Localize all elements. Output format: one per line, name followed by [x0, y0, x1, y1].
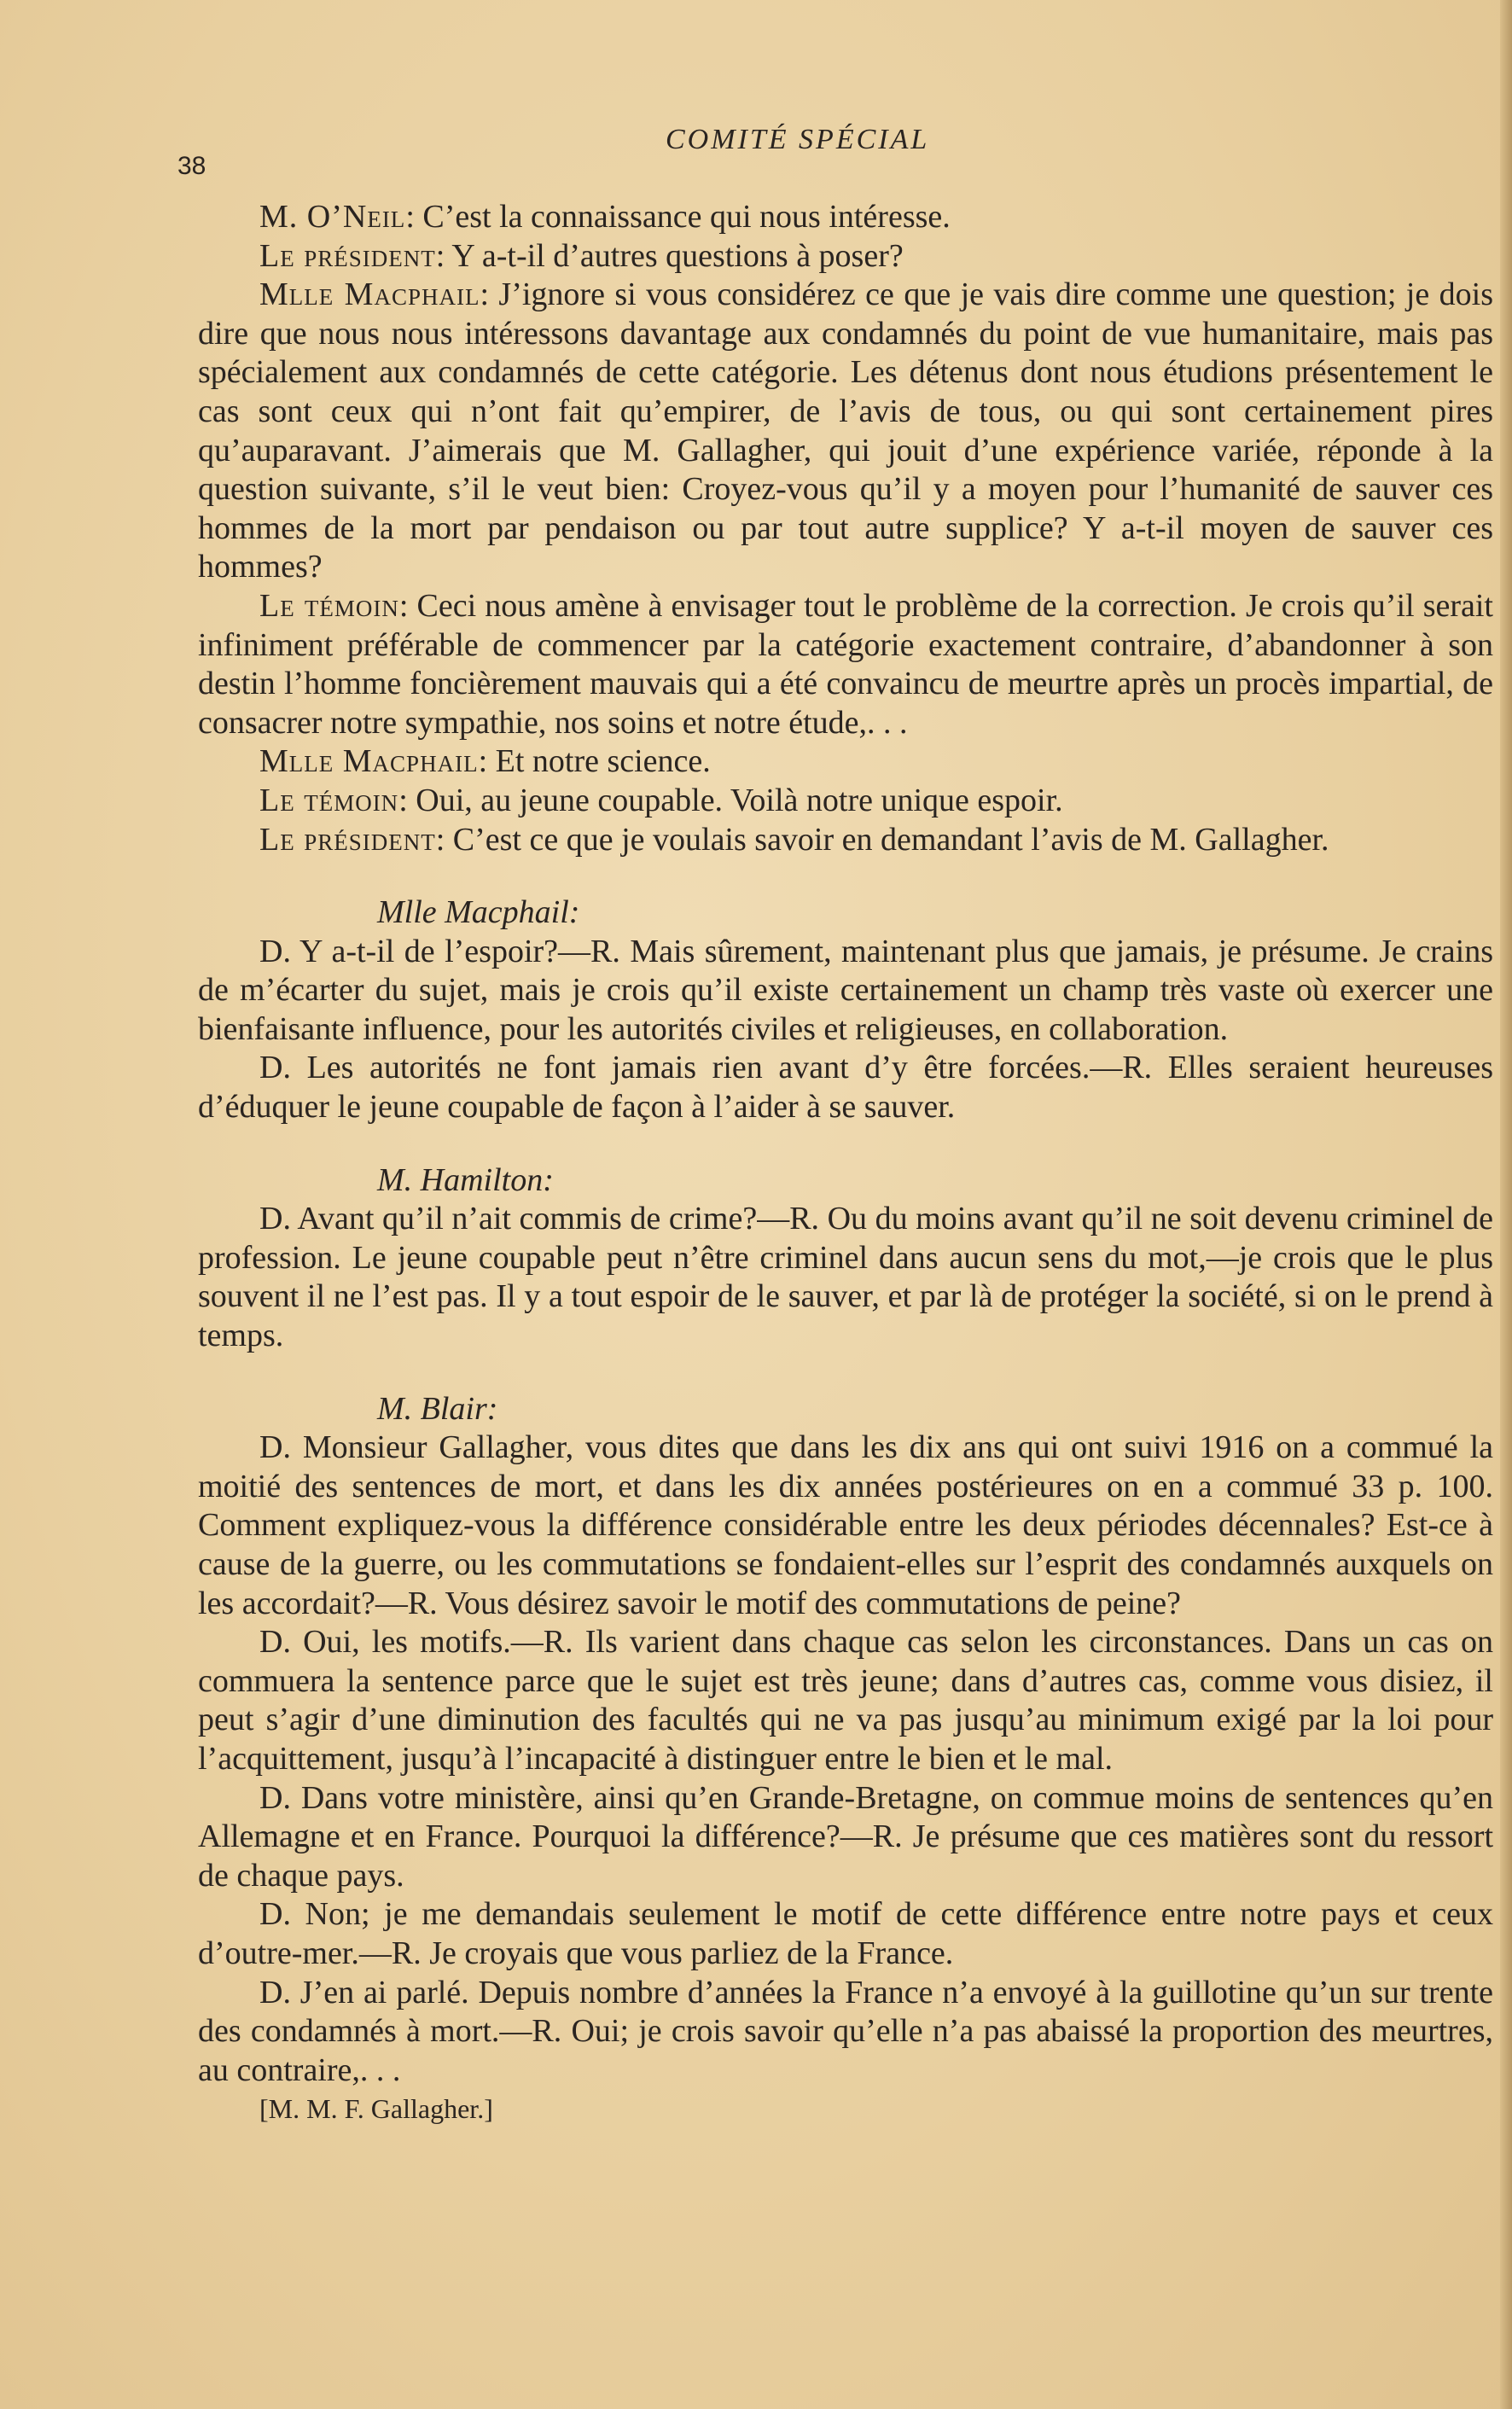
speech: : C’est ce que je voulais savoir en demandant l’avis de M. Gallagher. — [435, 821, 1329, 858]
signature: [M. M. F. Gallagher.] — [259, 2093, 493, 2125]
paragraph: D. Non; je me demandais seulement le motif de cette différence entre notre pays et ceux d’outre-mer.—R. Je croyais que vous parliez de la France. — [198, 1896, 1493, 1971]
paragraph: D. Y a-t-il de l’espoir?—R. Mais sûrement, maintenant plus que jamais, je présume. Je crains de m’écarter du sujet, mais je crois qu’il existe certainement un champ très vaste où exercer une bienfaisante influence, pour les autorités civiles et religieuses, en collaboration. — [198, 933, 1493, 1047]
speech: : Ceci nous amène à envisager tout le problème de la correction. Je crois qu’il serait infiniment préférable de commencer par la catégorie exactement contraire, d’abandonner à son destin l’homme foncièrement mauvais qui a été convaincu de meurtre après un procès impartial, de consacrer notre sympathie, nos soins et notre étude,. . . — [198, 587, 1493, 741]
page-number: 38 — [177, 152, 206, 180]
speaker: Le président — [259, 821, 436, 858]
speaker: Le témoin — [259, 587, 399, 624]
paragraph — [198, 237, 1493, 276]
paragraph: D. J’en ai parlé. Depuis nombre d’années la France n’a envoyé à la guillotine qu’un sur trente des condamnés à mort.—R. Oui; je crois savoir qu’elle n’a pas abaissé la proportion des meurtres, au contraire,. . . — [198, 1974, 1493, 2088]
paragraph — [198, 276, 1493, 587]
body-text — [198, 198, 1493, 2129]
paragraph: D. Avant qu’il n’ait commis de crime?—R. Ou du moins avant qu’il ne soit devenu criminel de profession. Le jeune coupable peut n’être criminel dans aucun sens du mot,—je crois que le plus souvent il ne l’est pas. Il y a tout espoir de le sauver, et par là de protéger la société, si on le prend à temps. — [198, 1201, 1493, 1354]
speaker: Le président — [259, 237, 436, 274]
speech: : C’est la connaissance qui nous intéresse. — [405, 199, 951, 235]
speech: : Y a-t-il d’autres questions à poser? — [435, 237, 904, 274]
paragraph: D. Les autorités ne font jamais rien avant d’y être forcées.—R. Elles seraient heureuses d’éduquer le jeune coupable de façon à l’aider à se sauver. — [198, 1050, 1493, 1126]
paragraph: D. Monsieur Gallagher, vous dites que dans les dix ans qui ont suivi 1916 on a commué la moitié des sentences de mort, et dans les dix années postérieures on en a commué 33 p. 100. Comment expliquez-vous la différence considérable entre les deux périodes décennales? Est-ce à cause de la guerre, ou les commutations se fondaient-elles sur l’esprit des condamnés auxquels on les accordait?—R. Vous désirez savoir le motif des commutations de peine? — [198, 1429, 1493, 1621]
speaker: M. O’Neil — [259, 199, 406, 235]
speech: : Et notre science. — [478, 743, 711, 780]
speech: : J’ignore si vous considérez ce que je vais dire comme une question; je dois dire que nous nous intéressons davantage aux condamnés du point de vue humanitaire, mais pas spécialement aux condamnés de cette catégorie. Les détenus dont nous étudions présentement le cas sont ceux qui n’ont fait qu’empirer, de l’avis de tous, ou qui sont certainement pires qu’auparavant. J’aimerais que M. Gallagher, qui jouit d’une expérience variée, réponde à la question suivante, s’il le veut bien: Croyez-vous qu’il y a moyen pour l’humanité de sauver ces hommes de la mort par pendaison ou par tout autre supplice? Y a-t-il moyen de sauver ces hommes? — [198, 276, 1493, 585]
paragraph: D. Dans votre ministère, ainsi qu’en Grande-Bretagne, on commue moins de sentences qu’en Allemagne et en France. Pourquoi la différence?—R. Je présume que ces matières sont du ressort de chaque pays. — [198, 1779, 1493, 1894]
speaker: Mlle Macphail — [259, 276, 480, 313]
paragraph — [198, 782, 1493, 821]
section-heading: M. Hamilton: — [377, 1161, 554, 1198]
paragraph — [198, 742, 1493, 782]
section-heading: M. Blair: — [377, 1390, 498, 1427]
paragraph — [198, 587, 1493, 742]
speech: : Oui, au jeune coupable. Voilà notre unique espoir. — [398, 782, 1063, 818]
running-title: COMITÉ SPÉCIAL — [666, 124, 930, 155]
paragraph — [198, 821, 1493, 860]
speaker: Mlle Macphail — [259, 743, 479, 780]
section-heading: Mlle Macphail: — [377, 894, 580, 931]
speaker: Le témoin — [259, 782, 399, 818]
page-edge — [1500, 0, 1512, 2409]
paragraph — [198, 198, 1493, 237]
paragraph: D. Oui, les motifs.—R. Ils varient dans chaque cas selon les circonstances. Dans un cas on commuera la sentence parce que le sujet est très jeune; dans d’autres cas, comme vous disiez, il peut s’agir d’une diminution des facultés qui ne va pas jusqu’au minimum exigé par la loi pour l’acquittement, jusqu’à l’incapacité à distinguer entre le bien et le mal. — [198, 1624, 1493, 1777]
